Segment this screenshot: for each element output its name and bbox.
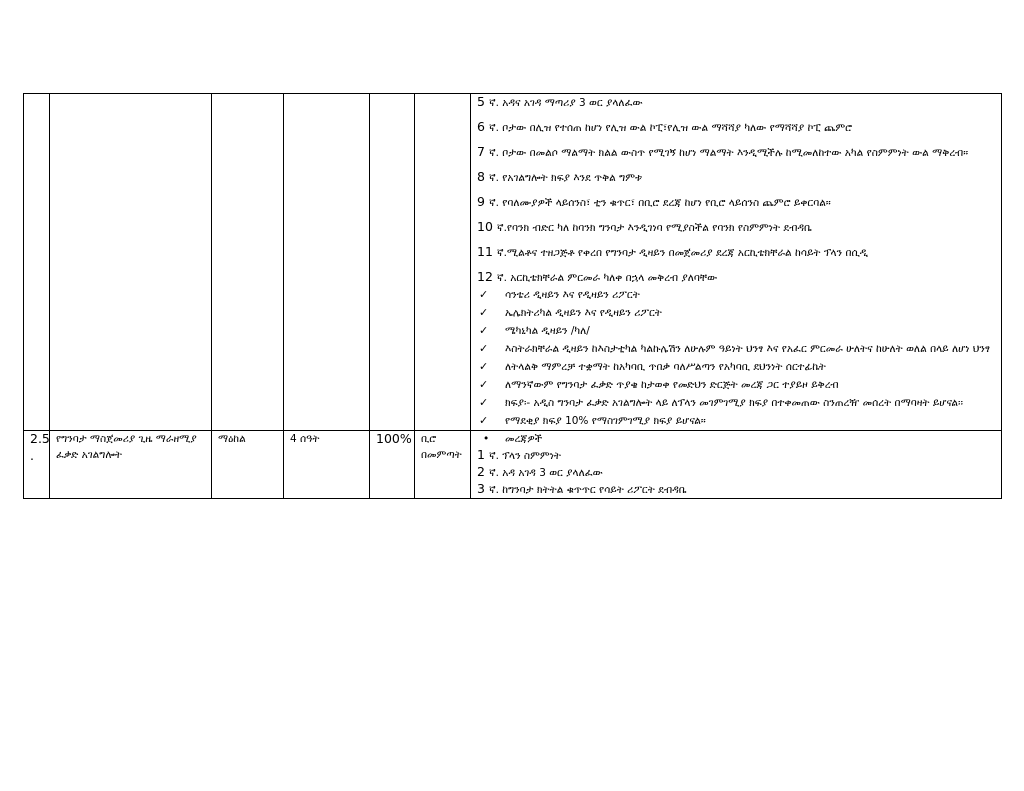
checklist-item: [479, 322, 995, 340]
item-number: 7: [477, 144, 489, 159]
service-cell: [50, 94, 212, 431]
checklist-text: የማደቂያ ክፍያ 10% የማስገምገሚያ ክፍያ ይሆናል።: [505, 415, 706, 427]
item-number: 9: [477, 194, 489, 209]
delivery-method: ቢሮ በመምጣት: [421, 433, 462, 461]
checklist-item: [479, 376, 995, 394]
checklist-text: ሜካኒካል ዲዛይን /ካለ/: [505, 325, 590, 337]
item-number: 6: [477, 119, 489, 134]
checkmark-icon: ✓: [479, 288, 489, 301]
service-percent: 100%: [376, 431, 412, 446]
requirement-item: [477, 447, 995, 464]
time-cell: [284, 431, 370, 499]
checklist-text: ክፍያ፡- አዲስ ግንባታ ፈቃድ አገልግሎት ላይ ለፕላን መገምገሚያ ክፍያ በተቀመጠው ስንጠረዥ መሰረት በማባዛት ይሆናል፡፡: [505, 397, 963, 409]
requirements-cell: [471, 94, 1002, 431]
checkmark-icon: ✓: [479, 342, 489, 355]
bullet-item: [483, 431, 995, 447]
requirement-item: [477, 464, 995, 481]
item-number: 1: [477, 447, 489, 462]
requirements-cell: [471, 431, 1002, 499]
requirement-item: [477, 244, 995, 261]
checklist-text: ለትላልቅ ማምረቻ ተቋማት ከአካባቢ ጥበቃ ባለሥልጣን የአካባቢ ደህንነት ሰርተፊኬት: [505, 361, 826, 373]
checklist-item: [479, 304, 995, 322]
item-text: ኛ. አርኪቴክቸራል ምርመራ ካለቀ በኋላ መቅረብ ያለባቸው: [496, 272, 718, 284]
checkmark-icon: ✓: [479, 414, 489, 427]
checklist-item: [479, 412, 995, 430]
checkmark-icon: ✓: [479, 378, 489, 391]
service-level: ማዕከል: [218, 433, 246, 445]
item-number: 11: [477, 244, 497, 259]
checklist-item: [479, 340, 995, 358]
row-number-suffix: .: [30, 448, 34, 463]
method-cell: [415, 431, 471, 499]
item-number: 2: [477, 464, 489, 479]
level-cell: [212, 94, 284, 431]
requirement-item: [477, 481, 995, 498]
checkmark-icon: ✓: [479, 360, 489, 373]
service-cell: [50, 431, 212, 499]
bullet-icon: •: [483, 433, 490, 445]
requirement-item: [477, 169, 995, 186]
bullet-list: [477, 431, 995, 447]
table-row: [24, 94, 1002, 431]
row-number: 2.5: [30, 431, 50, 446]
item-number: 3: [477, 481, 489, 496]
checklist-text: ለማንኛውም የግንባታ ፈቃድ ጥያቄ ከታወቀ የመድህን ድርጅት መረጃ ጋር ተያይዞ ይቅረብ: [505, 379, 839, 391]
checklist-text: ኤሌክትሪካል ዲዛይን እና የዲዛይን ሪፖርት: [505, 307, 662, 319]
checkmark-icon: ✓: [479, 324, 489, 337]
requirement-item: [477, 269, 995, 286]
item-text: ኛ. ቦታው በሊዝ የተሰጠ ከሆነ የሊዝ ውል ኮፒ፣የሊዝ ውል ማሻሻያ ካለው የማሻሻያ ኮፒ ጨምሮ: [488, 122, 853, 134]
service-time: 4 ሰዓት: [290, 433, 320, 445]
item-number: 5: [477, 94, 489, 109]
checklist-item: [479, 394, 995, 412]
service-name: የግንባታ ማስጀመሪያ ጊዜ ማራዘሚያ ፈቃድ አገልግሎት: [56, 433, 197, 461]
item-text: ኛ. አዳና አገዳ ማጣሪያ 3 ወር ያላለፈው: [488, 97, 643, 109]
requirement-item: [477, 94, 995, 111]
method-cell: [415, 94, 471, 431]
item-text: ኛ. ቦታው በመልሶ ማልማት ክልል ውስጥ የሚገኝ ከሆነ ማልማት እንዲሚችሉ ከሚመለከተው አካል የስምምነት ውል ማቅረብ።: [488, 147, 969, 159]
requirement-item: [477, 219, 995, 236]
payment-checklist: [477, 394, 995, 430]
item-text: ኛ. ፕላን ስምምነት: [488, 450, 561, 462]
time-cell: [284, 94, 370, 431]
row-number-cell: [24, 94, 50, 431]
requirements-table: [23, 93, 1002, 499]
checklist-text: እስትራክቸራል ዲዛይን ከእስታቲካል ካልኩሌሽን ለሁሉም ዓይነት ህንፃ እና የአፈር ምርመራ ሁለትና ከሁለት ወለል በላይ ለሆነ ህንፃ: [505, 343, 991, 355]
item-text: ኛ. የአገልግሎት ክፍያ እንደ ጥቅል ግምቱ: [488, 172, 643, 184]
checklist-item: [479, 286, 995, 304]
checkmark-icon: ✓: [479, 396, 489, 409]
checklist-text: ሳንቴሪ ዲዛይን እና የዲዛይን ሪፖርት: [505, 289, 640, 301]
level-cell: [212, 431, 284, 499]
percent-cell: [370, 94, 415, 431]
row-number-cell: [24, 431, 50, 499]
requirement-item: [477, 144, 995, 161]
checklist: [477, 286, 995, 394]
table-row: [24, 431, 1002, 499]
item-number: 8: [477, 169, 489, 184]
item-text: ኛ. የባለሙያዎች ላይሰንስ፣ ቲን ቁጥር፣ በቢሮ ደረጃ ከሆነ የቢሮ ላይሰንስ ጨምሮ ይቀርባል።: [488, 197, 831, 209]
item-text: ኛ. አዳ አገዳ 3 ወር ያላለፈው: [488, 467, 603, 479]
requirement-item: [477, 194, 995, 211]
requirement-item: [477, 119, 995, 136]
checklist-item: [479, 358, 995, 376]
percent-cell: [370, 431, 415, 499]
item-text: ኛ.ሚልቶና ተዘጋጅቶ የቀረበ የግንባታ ዲዛይን በመጀመሪያ ደረጃ አርኪቴክቸራል ከሳይት ፕላን በሲዲ: [496, 247, 869, 259]
bullet-text: መረጃዎች: [505, 433, 543, 445]
item-text: ኛ.የባንክ ብድር ካለ ከባንክ ግንባታ እንዲገነባ የሚያስችል የባንክ የስምምነት ደብዳቤ: [496, 222, 812, 234]
checkmark-icon: ✓: [479, 306, 489, 319]
item-number: 12: [477, 269, 497, 284]
item-text: ኛ. ከግንባታ ክትትል ቁጥጥር የሳይት ሪፖርት ደብዳቤ: [488, 484, 687, 496]
item-number: 10: [477, 219, 497, 234]
